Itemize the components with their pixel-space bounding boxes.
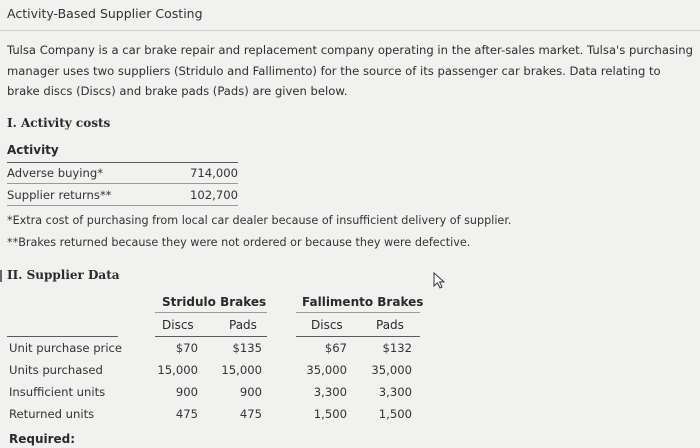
supplier-cell: 3,300 [313,385,347,399]
footnote-supplier-returns: **Brakes returned because they were not ordered or because they were defective. [7,236,471,249]
supplier-row-label: Returned units [9,407,95,421]
activity-row-value: 714,000 [190,166,238,180]
supplier-cell: $67 [324,341,347,355]
footnote-adverse-buying: *Extra cost of purchasing from local car dealer because of insufficient delivery of supplier. [7,214,512,227]
activity-row-rule [7,205,238,206]
supplier-row-label: Insufficient units [9,385,106,399]
supplier-cell: 3,300 [378,385,412,399]
supplier-cell: 475 [175,407,198,421]
supplier-cell: 900 [239,385,262,399]
supplier-cell: $132 [382,341,412,355]
page-title: Activity-Based Supplier Costing [7,6,203,21]
activity-column-header: Activity [7,143,59,157]
supplier-row-label: Units purchased [9,363,103,377]
subheader-pads: Pads [376,318,404,332]
intro-paragraph: Tulsa Company is a car brake repair and replacement company operating in the after-sales market. Tulsa's purchasing manager uses two suppliers (Stridulo and Fallimento) for the source of its passenger car brakes. Data relating to brake discs (Discs) and brake pads (Pads) are given below. [7,43,693,98]
section-activity-costs-heading: I. Activity costs [7,116,111,130]
subheader-discs: Discs [311,318,343,332]
group-header-fallimento: Fallimento Brakes [302,295,424,309]
activity-row-rule [7,183,238,184]
supplier-cell: $70 [175,341,198,355]
supplier-cell: 1,500 [313,407,347,421]
margin-marker [0,270,2,282]
section-supplier-data-heading: II. Supplier Data [7,268,120,282]
table-header-rule-stridulo [155,336,267,337]
supplier-cell: 475 [239,407,262,421]
activity-header-rule [7,162,238,163]
activity-row-value: 102,700 [190,188,238,202]
group-rule-stridulo [155,312,267,313]
supplier-cell: 15,000 [157,363,198,377]
supplier-cell: $135 [232,341,262,355]
supplier-cell: 1,500 [378,407,412,421]
group-header-stridulo: Stridulo Brakes [162,295,267,309]
supplier-cell: 35,000 [371,363,412,377]
activity-row-label: Supplier returns** [7,188,112,202]
supplier-cell: 900 [175,385,198,399]
required-label: Required: [9,432,76,446]
subheader-discs: Discs [162,318,194,332]
subheader-pads: Pads [229,318,257,332]
table-header-rule-label [7,336,118,337]
title-divider [0,30,700,31]
supplier-cell: 35,000 [306,363,347,377]
activity-row-label: Adverse buying* [7,166,103,180]
supplier-row-label: Unit purchase price [9,341,123,355]
supplier-cell: 15,000 [221,363,262,377]
table-header-rule-fallimento [296,336,420,337]
group-rule-fallimento [296,312,420,313]
mouse-pointer-icon [432,272,448,290]
